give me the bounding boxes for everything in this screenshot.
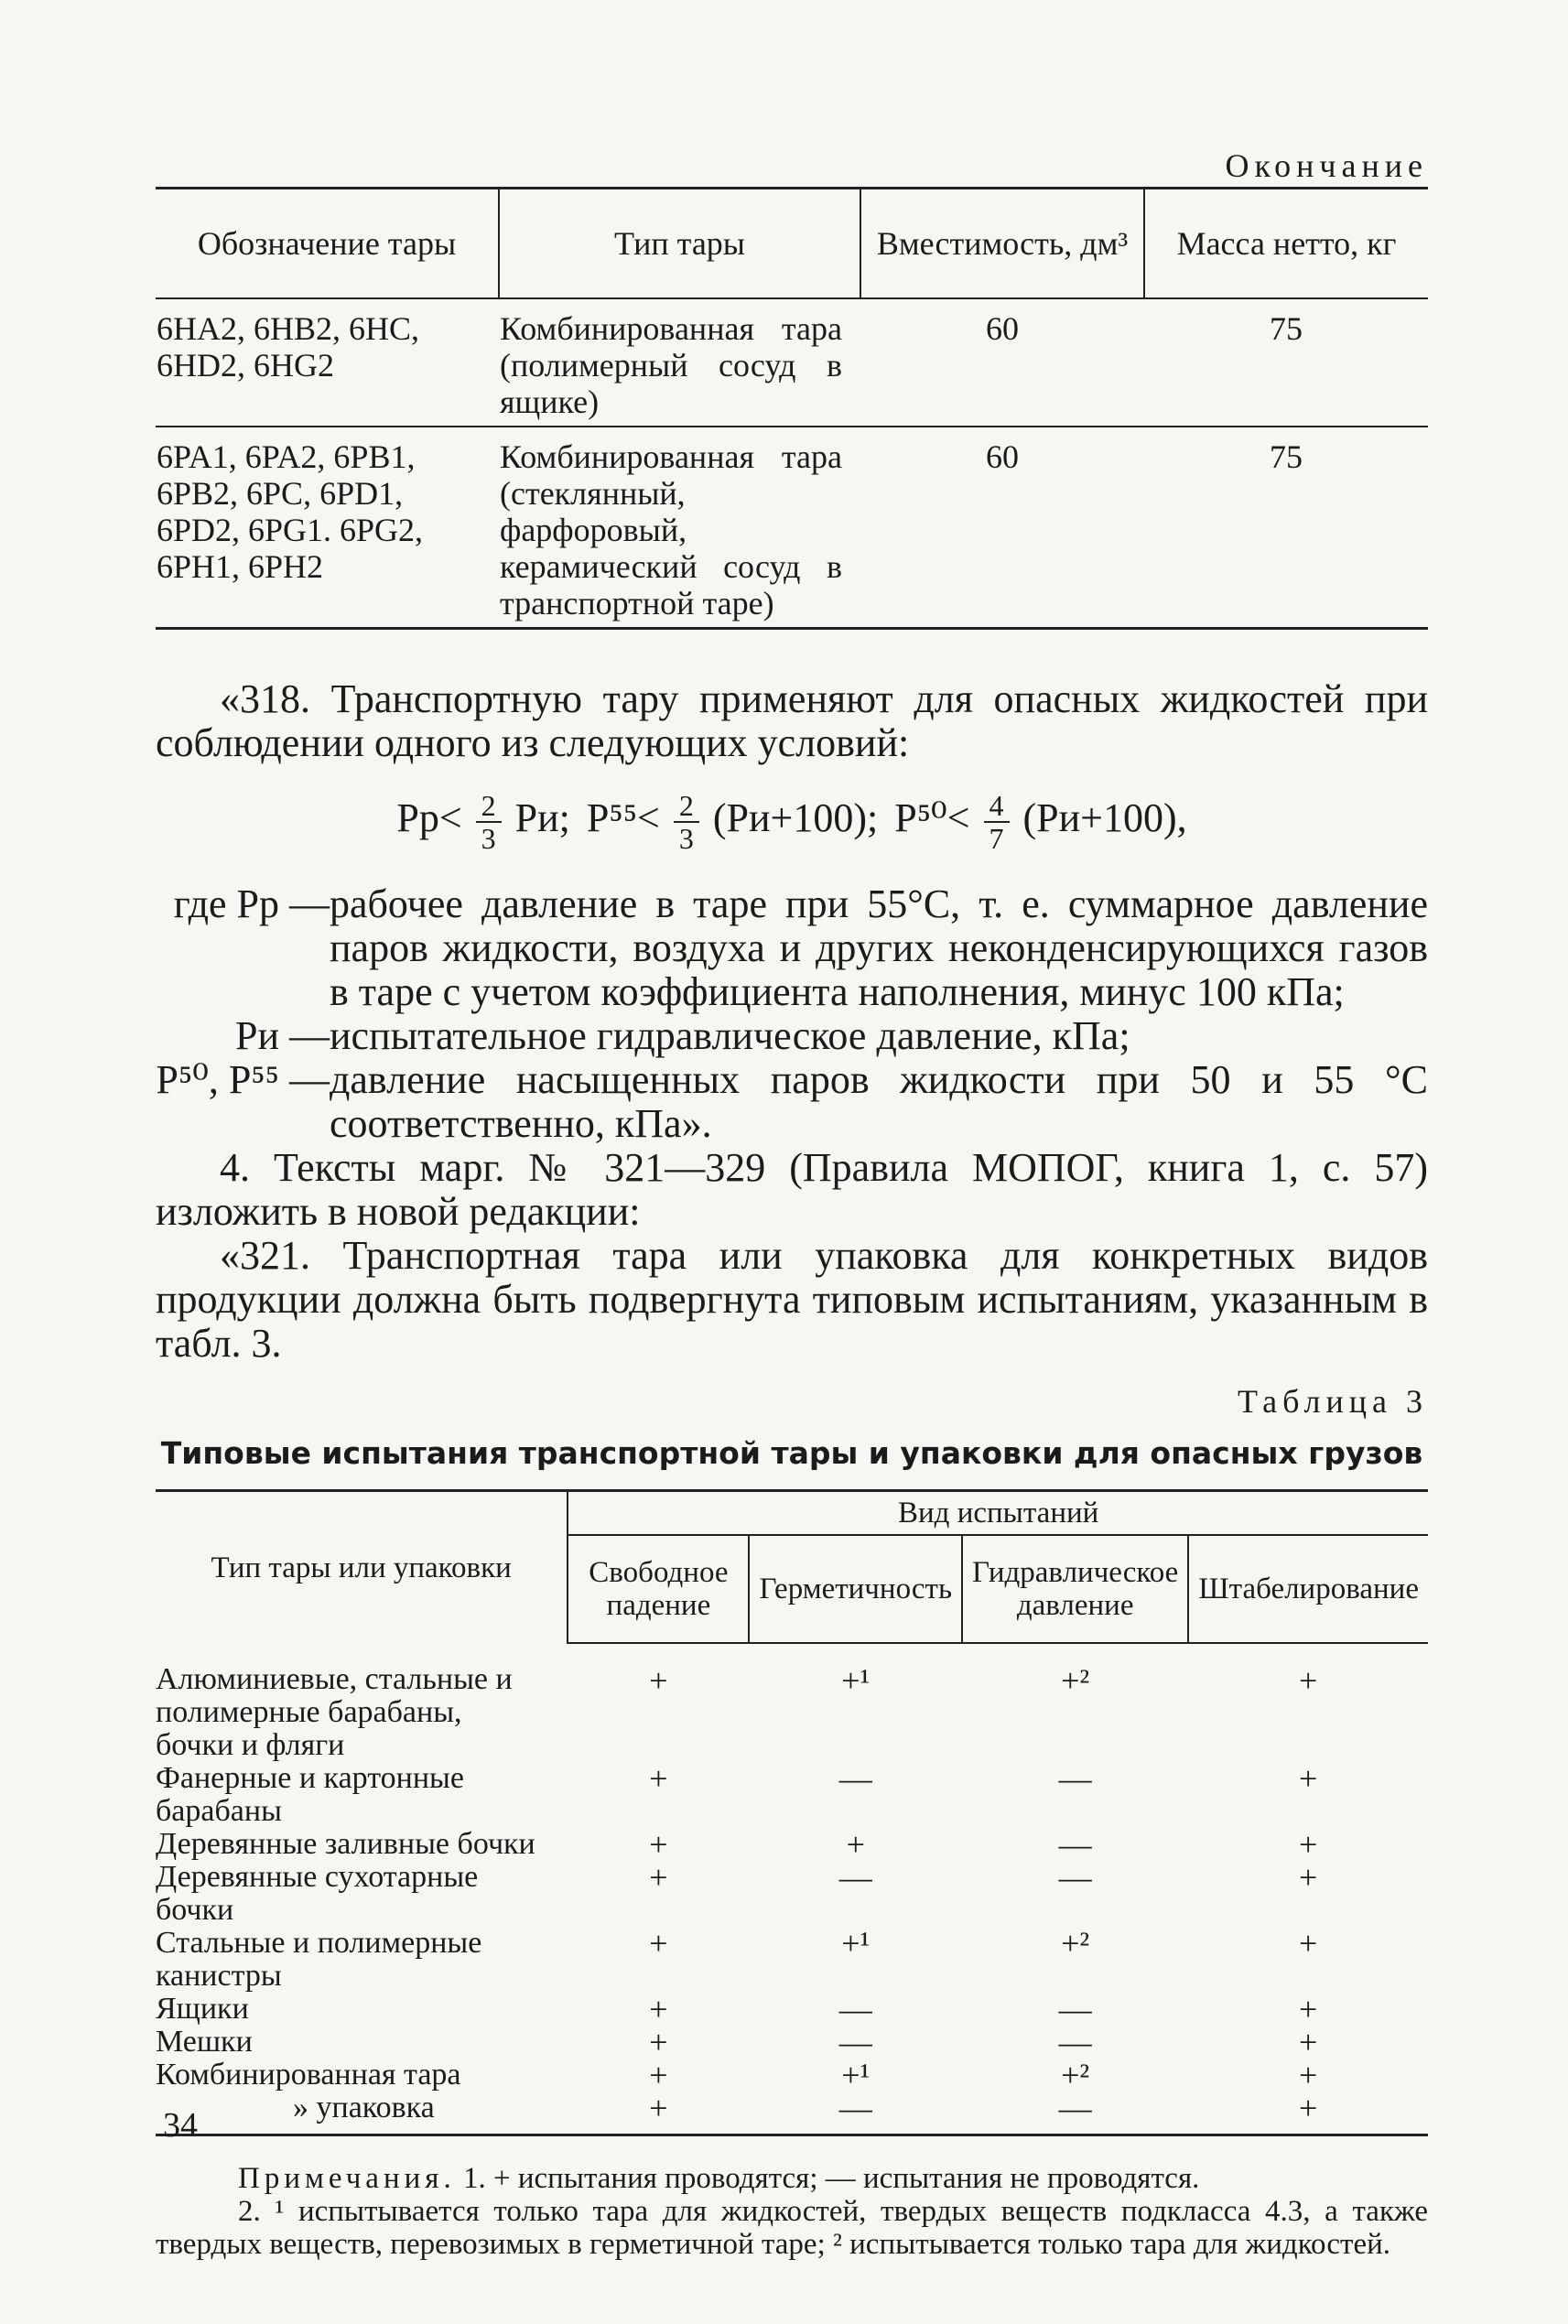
t3-mark: + — [1299, 1826, 1318, 1863]
table-row — [156, 2092, 1428, 2135]
table-row — [156, 427, 1428, 629]
t3-mark: + — [649, 1826, 668, 1863]
table-row — [156, 2026, 1428, 2059]
paragraph-318-text: «318. Транспортную тару применяют для опасных жидкостей при соблюдении одного из следующих условий: — [156, 676, 1428, 765]
definition-symbol: где Pр — — [173, 881, 330, 926]
t1-mass: 75 — [1270, 438, 1303, 475]
paragraph-318 — [156, 677, 1428, 765]
notes — [156, 2162, 1428, 2261]
t3-header-col: Герметичность — [749, 1535, 962, 1643]
definition-item — [156, 1014, 1428, 1058]
definition-symbol: P⁵⁰, P⁵⁵ — — [156, 1057, 330, 1102]
t3-mark: + — [649, 2090, 668, 2126]
table-row — [156, 1927, 1428, 1993]
formula-2-lhs: P⁵⁵< — [586, 795, 660, 841]
t3-header-col: Штабелирование — [1188, 1535, 1428, 1643]
t3-mark: + — [649, 2024, 668, 2060]
t3-mark: +¹ — [841, 1662, 871, 1699]
t3-mark: + — [1299, 1859, 1318, 1896]
t3-mark: — — [1058, 1760, 1092, 1797]
t1-capacity: 60 — [986, 438, 1019, 475]
definition-text: испытательное гидравлическое давление, кПа; — [330, 1013, 1130, 1058]
t3-mark: + — [649, 2057, 668, 2093]
fraction-numerator: 2 — [476, 790, 502, 823]
fraction — [984, 790, 1010, 854]
t3-mark: + — [649, 1760, 668, 1797]
t3-mark: +¹ — [841, 2057, 871, 2093]
formula-1-rhs: Pи; — [514, 795, 570, 841]
note-2: 2. ¹ испытывается только тара для жидкостей, твердых веществ подкласса 4.3, а также твердых веществ, перевозимых в герметичной таре; ² испытывается только тара для жидкостей. — [156, 2195, 1428, 2261]
t3-header-col: Свободное падение — [568, 1535, 749, 1643]
t3-mark: — — [838, 1859, 872, 1896]
t1-header-type: Тип тары — [499, 189, 860, 299]
fraction-denominator: 3 — [678, 822, 694, 855]
table-3-title: Типовые испытания транспортной тары и упаковки для опасных грузов — [160, 1435, 1423, 1471]
formula-1-lhs: Pр< — [396, 795, 462, 841]
t3-row-name: Стальные и полимерные канистры — [156, 1926, 482, 1993]
table-1 — [156, 187, 1428, 630]
t3-row-name: Фанерные и картонные барабаны — [156, 1761, 464, 1828]
note-1: 1. + испытания проводятся; — испытания не проводятся. — [462, 2162, 1200, 2195]
table-row — [156, 1993, 1428, 2026]
fraction-numerator: 4 — [984, 790, 1010, 823]
formula-2 — [587, 790, 878, 854]
formula-3-rhs: (Pи+100), — [1022, 795, 1187, 841]
t3-mark: + — [1299, 2024, 1318, 2060]
definition-item — [156, 882, 1428, 1014]
table-row — [156, 1828, 1428, 1861]
paragraph-321-text: «321. Транспортная тара или упаковка для конкретных видов продукции должна быть подвергнута типовым испытаниям, указанным в табл. 3. — [156, 1233, 1428, 1366]
t3-mark: — — [1058, 2090, 1092, 2126]
definition-symbol: Pи — — [234, 1013, 330, 1058]
t1-type: Комбинированная тара (полимерный сосуд в ящике) — [499, 298, 860, 427]
t1-mass: 75 — [1144, 298, 1428, 427]
t3-mark: + — [649, 1925, 668, 1962]
t3-row-name: » упаковка — [293, 2091, 435, 2124]
t3-mark: + — [1299, 1760, 1318, 1797]
t3-mark: — — [838, 1991, 872, 2027]
table-row — [156, 2059, 1428, 2092]
t3-mark: + — [1299, 2090, 1318, 2126]
t3-mark: +² — [1061, 1662, 1090, 1699]
t3-header-type: Тип тары или упаковки — [211, 1551, 512, 1584]
notes-label: Примечания. — [238, 2162, 456, 2195]
t3-mark: +¹ — [841, 1925, 871, 1962]
t1-designation: 6HA2, 6HB2, 6HC, 6HD2, 6HG2 — [156, 298, 499, 427]
fraction-numerator: 2 — [674, 790, 699, 823]
t3-row-name: Мешки — [156, 2025, 253, 2059]
t3-mark: + — [1299, 1662, 1318, 1699]
t3-mark: — — [1058, 1991, 1092, 2027]
t3-mark: — — [1058, 2024, 1092, 2060]
t1-header-capacity: Вместимость, дм³ — [860, 189, 1144, 299]
t1-capacity: 60 — [860, 298, 1144, 427]
t3-mark: — — [838, 2090, 872, 2126]
table-row — [156, 1643, 1428, 1762]
formula-3 — [894, 790, 1186, 854]
fraction — [674, 790, 699, 854]
t3-mark: + — [649, 1662, 668, 1699]
table-row — [156, 298, 1428, 427]
t3-mark: +² — [1061, 1925, 1090, 1962]
t3-row-name: Комбинированная тара — [156, 2058, 461, 2092]
formula-2-rhs: (Pи+100); — [712, 795, 879, 841]
t3-mark: + — [1299, 1925, 1318, 1962]
table-row — [156, 1861, 1428, 1927]
t3-mark: — — [838, 1760, 872, 1797]
definition-item — [156, 1058, 1428, 1146]
paragraph-4 — [156, 1146, 1428, 1366]
t3-mark: — — [1058, 1859, 1092, 1896]
t3-mark: + — [649, 1859, 668, 1896]
table-continued-label: Окончание — [1225, 147, 1428, 184]
definition-text: давление насыщенных паров жидкости при 50 и 55 °С соответственно, кПа». — [330, 1057, 1428, 1146]
t3-row-name: Ящики — [156, 1992, 249, 2026]
table-3 — [156, 1489, 1428, 2136]
fraction — [476, 790, 502, 854]
t3-mark: +² — [1061, 2057, 1090, 2093]
paragraph-4-text: 4. Тексты марг. № 321—329 (Правила МОПОГ, книга 1, с. 57) изложить в новой редакции: — [156, 1145, 1428, 1234]
t3-header-col: Гидравлическое давление — [962, 1535, 1188, 1643]
fraction-denominator: 3 — [481, 822, 496, 855]
fraction-denominator: 7 — [989, 822, 1004, 855]
t3-mark: — — [838, 2024, 872, 2060]
page-number: 34 — [163, 2106, 198, 2145]
table-3-label: Таблица 3 — [1238, 1383, 1428, 1420]
formula-1 — [396, 790, 570, 854]
t3-mark: + — [846, 1826, 865, 1863]
t3-mark: + — [649, 1991, 668, 2027]
t3-row-name: Деревянные сухотарные бочки — [156, 1860, 479, 1927]
t3-row-name: Алюминиевые, стальные и полимерные барабаны, бочки и фляги — [156, 1662, 513, 1762]
definitions — [156, 882, 1428, 1146]
page-content — [156, 146, 1428, 2261]
t1-type: Комбинированная тара (стеклянный, фарфоровый, керамический сосуд в транспортной таре) — [500, 438, 842, 622]
t1-header-designation: Обозначение тары — [156, 189, 499, 299]
table-row — [156, 1762, 1428, 1828]
t3-header-group: Вид испытаний — [568, 1491, 1428, 1536]
t3-mark: — — [1058, 1826, 1092, 1863]
formula-3-lhs: P⁵⁰< — [894, 795, 970, 841]
t1-designation: 6PA1, 6PA2, 6PB1, 6PB2, 6PC, 6PD1, 6PD2, 6PG1. 6PG2, 6PH1, 6PH2 — [157, 438, 424, 585]
formula — [156, 778, 1428, 866]
definition-text: рабочее давление в таре при 55°С, т. е. суммарное давление паров жидкости, воздуха и других неконденсирующихся газов в таре с учетом коэффициента наполнения, минус 100 кПа; — [330, 881, 1428, 1014]
t3-mark: + — [1299, 1991, 1318, 2027]
t3-row-name: Деревянные заливные бочки — [156, 1827, 535, 1861]
t1-header-mass: Масса нетто, кг — [1144, 189, 1428, 299]
t3-mark: + — [1299, 2057, 1318, 2093]
